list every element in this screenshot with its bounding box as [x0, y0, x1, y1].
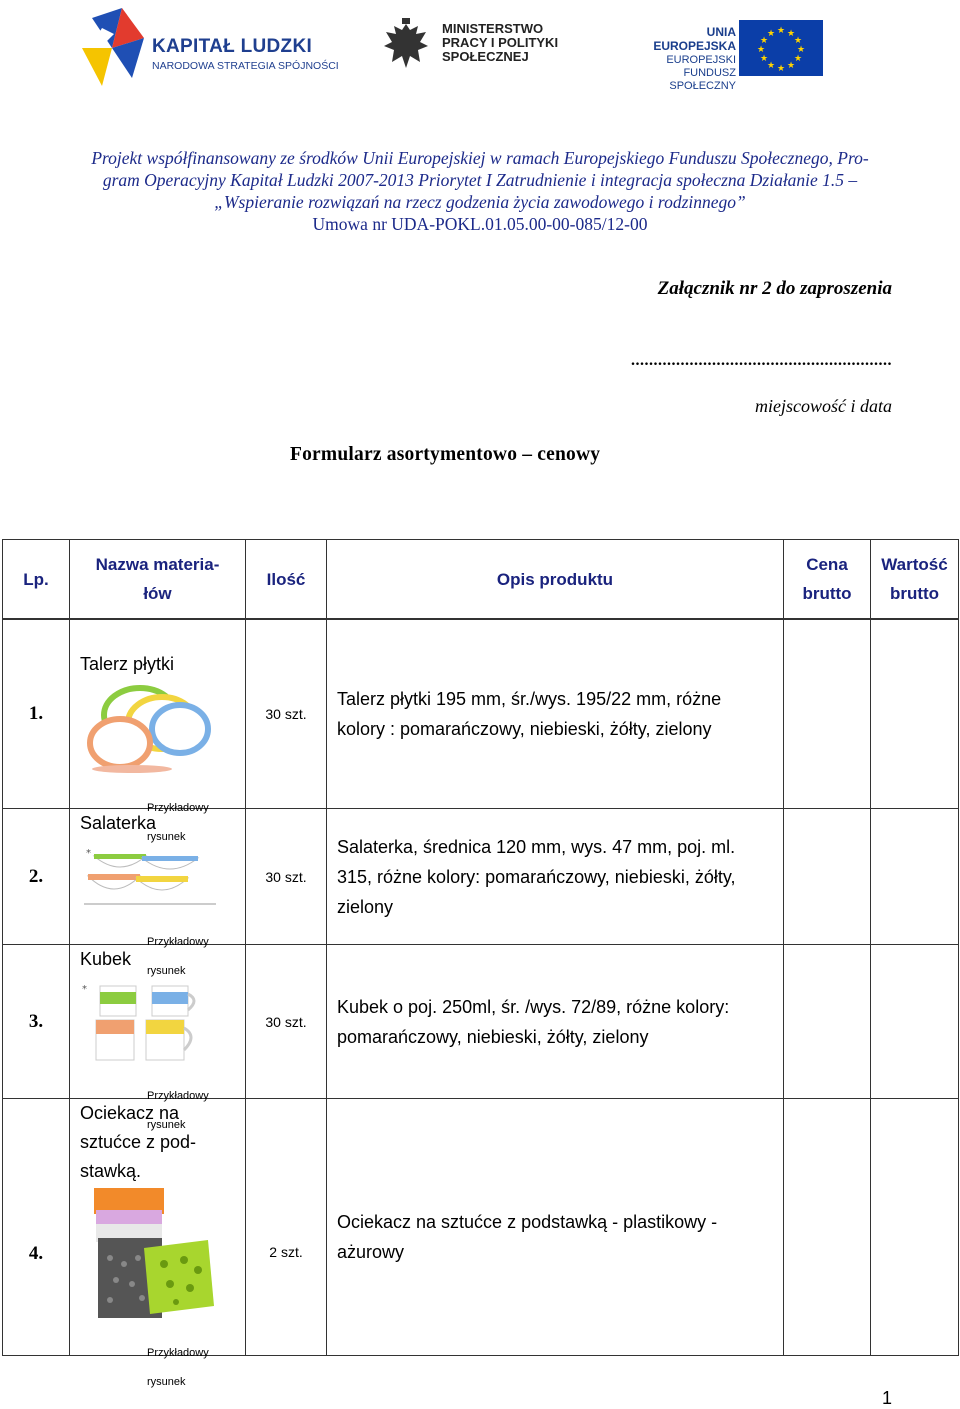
svg-text:★: ★ — [793, 36, 803, 46]
row1-qty: 30 szt. — [246, 620, 327, 809]
header-line1: Projekt współfinansowany ze środków Unii Europejskiej w ramach Europejskiego Funduszu Społecznego, Pro- — [91, 148, 869, 168]
eu-line2: EUROPEJSKI — [666, 54, 736, 66]
ministry-name: MINISTERSTWO PRACY I POLITYKI SPOŁECZNEJ — [442, 21, 559, 64]
form-title: Formularz asortymentowo – cenowy — [290, 444, 601, 465]
logos-bar — [0, 0, 960, 100]
row4-value[interactable] — [871, 1099, 959, 1356]
header-name-l1: Nazwa materia- — [95, 555, 220, 574]
row2-value[interactable] — [871, 809, 959, 945]
row3-lp: 3. — [3, 945, 70, 1099]
eu-logo — [624, 18, 834, 92]
row1-caption: Przykładowy rysunek — [147, 802, 209, 843]
row3-name-cell — [70, 945, 246, 1131]
project-header — [30, 147, 930, 235]
eu-line3: FUNDUSZ SPOŁECZNY — [669, 67, 736, 92]
header-line3: „Wspieranie rozwiązań na rzecz godzenia życia zawodowego i rodzinnego” — [214, 192, 746, 212]
kapital-ludzki-logo — [82, 8, 342, 92]
bowls-image — [80, 844, 220, 906]
row2-name: Salaterka — [80, 813, 157, 833]
row2-desc: Salaterka, średnica 120 mm, wys. 47 mm, poj. ml. 315, różne kolory: pomarańczowy, niebieski, żółty, zielony — [327, 809, 784, 945]
table-row — [3, 809, 959, 945]
mugs-image — [80, 980, 220, 1066]
row2-lp: 2. — [3, 809, 70, 945]
row1-value[interactable] — [871, 620, 959, 809]
header-name — [70, 540, 246, 619]
row3-desc: Kubek o poj. 250ml, śr. /wys. 72/89, różne kolory: pomarańczowy, niebieski, żółty, zielony — [327, 945, 784, 1099]
row1-desc: Talerz płytki 195 mm, śr./wys. 195/22 mm, różne kolory : pomarańczowy, niebieski, żółty, zielony — [327, 620, 784, 809]
header-value-l1: Wartość — [881, 555, 948, 574]
table-header-row — [3, 540, 959, 619]
eu-flag-icon — [739, 20, 823, 76]
row3-caption: Przykładowy rysunek — [147, 1090, 209, 1131]
row2-caption: Przykładowy rysunek — [147, 936, 209, 977]
eu-line1: UNIA EUROPEJSKA — [653, 25, 736, 53]
row1-lp: 1. — [3, 620, 70, 809]
annex-label: Załącznik nr 2 do zaproszenia — [657, 278, 892, 299]
row4-price[interactable] — [784, 1099, 871, 1356]
kapital-ludzki-title: KAPITAŁ LUDZKI — [152, 36, 313, 57]
row1-name: Talerz płytki — [80, 654, 175, 674]
row4-qty: 2 szt. — [246, 1099, 327, 1356]
kapital-ludzki-subtitle: NARODOWA STRATEGIA SPÓJNOŚCI — [152, 60, 339, 72]
place-date-label: miejscowość i data — [755, 396, 892, 416]
page-number: 1 — [881, 1388, 892, 1408]
table-row — [3, 620, 959, 809]
row4-desc: Ociekacz na sztućce z podstawką - plastikowy - ażurowy — [327, 1099, 784, 1356]
product-table — [2, 539, 959, 1388]
eu-text — [624, 26, 736, 93]
header-name-l2: łów — [143, 584, 172, 603]
svg-text:★: ★ — [776, 26, 786, 36]
svg-text:★: ★ — [793, 54, 803, 64]
svg-text:★: ★ — [766, 29, 776, 39]
header-price — [784, 540, 871, 619]
row3-value[interactable] — [871, 945, 959, 1099]
svg-text:★: ★ — [759, 54, 769, 64]
row2-price[interactable] — [784, 809, 871, 945]
eagle-emblem-icon — [380, 18, 432, 76]
svg-text:★: ★ — [786, 29, 796, 39]
kapital-ludzki-emblem-icon — [82, 8, 144, 88]
header-qty: Ilość — [246, 540, 327, 619]
table-row — [3, 1099, 959, 1356]
svg-text:★: ★ — [796, 45, 806, 55]
row3-price[interactable] — [784, 945, 871, 1099]
row4-name: Ociekacz na sztućce z pod-stawką. — [80, 1103, 197, 1181]
cutlery-drainer-image — [80, 1188, 230, 1328]
header-lp: Lp. — [3, 540, 70, 619]
svg-text:★: ★ — [776, 64, 786, 74]
header-desc: Opis produktu — [327, 540, 784, 619]
header-price-l1: Cena — [806, 555, 848, 574]
place-date-dots: .......................................................... — [631, 352, 892, 369]
svg-text:*: * — [86, 848, 91, 859]
header-contract: Umowa nr UDA-POKL.01.05.00-00-085/12-00 — [312, 214, 648, 234]
header-value — [871, 540, 959, 619]
row4-name-cell — [70, 1099, 246, 1388]
svg-text:*: * — [82, 984, 87, 995]
header-line2: gram Operacyjny Kapitał Ludzki 2007-2013 Priorytet I Zatrudnienie i integracja społeczna Działanie 1.5 – — [102, 170, 858, 190]
header-price-l2: brutto — [802, 584, 852, 603]
row2-qty: 30 szt. — [246, 809, 327, 945]
row4-lp: 4. — [3, 1099, 70, 1356]
table-row — [3, 945, 959, 1099]
plates-image — [80, 685, 220, 775]
row4-caption: Przykładowy rysunek — [147, 1347, 209, 1388]
row3-qty: 30 szt. — [246, 945, 327, 1099]
svg-text:★: ★ — [786, 61, 796, 71]
row3-name: Kubek — [80, 949, 132, 969]
ministry-logo — [380, 18, 580, 78]
svg-text:★: ★ — [756, 45, 766, 55]
svg-text:★: ★ — [759, 36, 769, 46]
header-value-l2: brutto — [889, 584, 940, 603]
row1-price[interactable] — [784, 620, 871, 809]
svg-text:★: ★ — [766, 61, 776, 71]
